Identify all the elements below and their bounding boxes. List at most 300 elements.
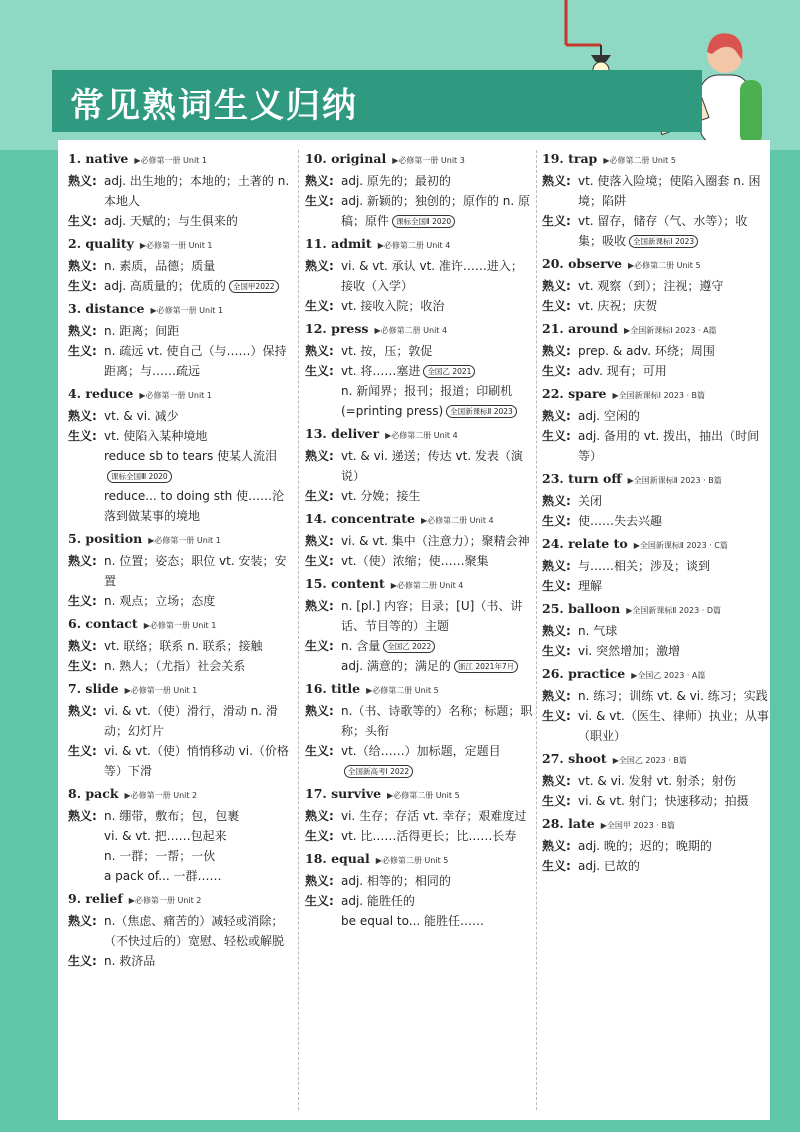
- source-reference: ▶必修第二册 Unit 4: [377, 241, 451, 250]
- meaning-text: [578, 686, 770, 706]
- headword-text: 26. practice: [542, 666, 626, 681]
- meaning-text: [341, 911, 533, 931]
- meaning-line: [305, 381, 533, 421]
- meaning-body: adj. 晚的；迟的；晚期的: [578, 839, 712, 853]
- meaning-label: 生义:: [542, 429, 571, 443]
- meaning-line: [68, 806, 296, 826]
- meaning-label: 生义:: [542, 514, 571, 528]
- meaning-body: vt. 联络；联系 n. 联系；接触: [104, 639, 263, 653]
- meaning-line: [542, 491, 770, 511]
- meaning-body: vt. 按，压；敦促: [341, 344, 433, 358]
- meaning-body: adj. 已故的: [578, 859, 640, 873]
- vocab-headword: [305, 508, 533, 531]
- exam-source-badge: 全国新课标Ⅰ 2023: [629, 235, 698, 248]
- meaning-label: 熟义:: [305, 344, 334, 358]
- meaning-body: adj. 出生地的；本地的；土著的 n. 本地人: [104, 174, 290, 208]
- meaning-label: 熟义:: [68, 324, 97, 338]
- vocab-headword: [542, 253, 770, 276]
- meaning-line: [542, 576, 770, 596]
- meaning-body: n. 绷带，敷布；包，包裹: [104, 809, 240, 823]
- headword-text: 5. position: [68, 531, 143, 546]
- meaning-text: [341, 891, 533, 911]
- meaning-body: n. 救济品: [104, 954, 156, 968]
- headword-text: 8. pack: [68, 786, 119, 801]
- meaning-line: [305, 486, 533, 506]
- meaning-label: 生义:: [68, 214, 97, 228]
- source-reference: ▶必修第一册 Unit 1: [124, 686, 198, 695]
- vocab-headword: [68, 783, 296, 806]
- meaning-body: n. 观点；立场；态度: [104, 594, 216, 608]
- meaning-line: [305, 741, 533, 781]
- meaning-text: [104, 486, 296, 526]
- vocab-headword: [68, 528, 296, 551]
- meaning-text: [578, 171, 770, 211]
- source-reference: ▶必修第二册 Unit 5: [387, 791, 460, 800]
- meaning-line: [305, 531, 533, 551]
- source-reference: ▶必修第一册 Unit 3: [392, 156, 465, 165]
- vocab-headword: [305, 148, 533, 171]
- meaning-text: [578, 341, 770, 361]
- meaning-line: [305, 296, 533, 316]
- meaning-line: [68, 321, 296, 341]
- meaning-line: [305, 551, 533, 571]
- meaning-label: 熟义:: [305, 809, 334, 823]
- headword-text: 27. shoot: [542, 751, 607, 766]
- meaning-line: [305, 361, 533, 381]
- meaning-line: [542, 856, 770, 876]
- meaning-label: 生义:: [542, 364, 571, 378]
- headword-text: 15. content: [305, 576, 385, 591]
- meaning-line: [542, 771, 770, 791]
- vocab-entry: [542, 533, 770, 596]
- meaning-text: [104, 591, 296, 611]
- vocab-headword: [68, 678, 296, 701]
- headword-text: 28. late: [542, 816, 595, 831]
- vocab-headword: [68, 233, 296, 256]
- vocab-headword: [305, 848, 533, 871]
- source-reference: ▶必修第二册 Unit 5: [366, 686, 439, 695]
- meaning-label: 熟义:: [542, 174, 571, 188]
- meaning-label: 熟义:: [305, 449, 334, 463]
- meaning-label: 熟义:: [542, 494, 571, 508]
- meaning-label: 生义:: [305, 299, 334, 313]
- vocab-headword: [305, 573, 533, 596]
- meaning-line: [542, 791, 770, 811]
- meaning-body: adj. 天赋的；与生俱来的: [104, 214, 238, 228]
- meaning-text: [578, 491, 770, 511]
- meaning-label: 生义:: [305, 364, 334, 378]
- meaning-line: [305, 191, 533, 231]
- source-reference: ▶必修第一册 Unit 1: [139, 391, 212, 400]
- meaning-text: [578, 556, 770, 576]
- meaning-label: 生义:: [305, 489, 334, 503]
- source-reference: ▶全国新课标Ⅱ 2023 · D篇: [626, 606, 721, 615]
- meaning-label: 熟义:: [68, 914, 97, 928]
- meaning-body: vi. 突然增加；激增: [578, 644, 681, 658]
- meaning-body: vt. 留存，储存（气、水等）；收集；吸收: [578, 214, 748, 248]
- meaning-body: vt. 使陷入某种境地: [104, 429, 208, 443]
- vocab-entry: [305, 148, 533, 231]
- meaning-label: [68, 486, 104, 526]
- meaning-text: [104, 256, 296, 276]
- exam-source-badge: 课标全国Ⅱ 2020: [392, 215, 455, 228]
- vocab-entry: [542, 318, 770, 381]
- meaning-line: [542, 406, 770, 426]
- meaning-body: n. [pl.] 内容；目录；[U]（书、讲话、节目等的）主题: [341, 599, 523, 633]
- meaning-label: 熟义:: [305, 704, 334, 718]
- vocab-entry: [305, 233, 533, 316]
- meaning-label: 熟义:: [542, 279, 571, 293]
- meaning-line: [305, 636, 533, 656]
- meaning-text: [341, 446, 533, 486]
- source-reference: ▶全国新课标Ⅰ 2023 · B篇: [612, 391, 706, 400]
- meaning-text: [341, 826, 533, 846]
- meaning-text: [104, 406, 296, 426]
- exam-source-badge: 浙江 2021年7月: [454, 660, 518, 673]
- source-reference: ▶必修第二册 Unit 4: [385, 431, 458, 440]
- headword-text: 24. relate to: [542, 536, 628, 551]
- meaning-body: n.（书、诗歌等的）名称；标题；职称；头衔: [341, 704, 533, 738]
- meaning-line: [68, 426, 296, 446]
- column-divider: [536, 150, 537, 1110]
- meaning-label: 生义:: [68, 344, 97, 358]
- meaning-body: adv. 现有；可用: [578, 364, 667, 378]
- meaning-body: n. 含量: [341, 639, 381, 653]
- meaning-text: [341, 191, 533, 231]
- source-reference: ▶必修第二册 Unit 5: [627, 261, 701, 270]
- vocab-headword: [542, 533, 770, 556]
- meaning-body: prep. & adv. 环绕；周围: [578, 344, 715, 358]
- meaning-text: [104, 741, 296, 781]
- meaning-line: [542, 706, 770, 746]
- headword-text: 14. concentrate: [305, 511, 415, 526]
- meaning-label: [68, 446, 104, 486]
- headword-text: 16. title: [305, 681, 361, 696]
- meaning-label: 生义:: [68, 954, 97, 968]
- exam-source-badge: 全国甲2022: [229, 280, 279, 293]
- headword-text: 23. turn off: [542, 471, 622, 486]
- meaning-line: [68, 656, 296, 676]
- source-reference: ▶必修第二册 Unit 5: [603, 156, 676, 165]
- source-reference: ▶全国新课标Ⅱ 2023 · B篇: [627, 476, 722, 485]
- meaning-text: [578, 361, 770, 381]
- meaning-label: 生义:: [542, 709, 571, 723]
- meaning-body: vi. & vt.（使）滑行，滑动 n. 滑动；幻灯片: [104, 704, 278, 738]
- meaning-line: [542, 276, 770, 296]
- meaning-text: [578, 621, 770, 641]
- meaning-text: [578, 641, 770, 661]
- meaning-text: [104, 276, 296, 296]
- meaning-body: n. 一群；一帮；一伙: [104, 849, 216, 863]
- meaning-text: [104, 321, 296, 341]
- meaning-line: [542, 171, 770, 211]
- meaning-line: [542, 211, 770, 251]
- meaning-text: [104, 701, 296, 741]
- meaning-line: [68, 741, 296, 781]
- vocab-headword: [305, 678, 533, 701]
- meaning-body: adj. 空闲的: [578, 409, 640, 423]
- meaning-text: [341, 871, 533, 891]
- meaning-label: 熟义:: [68, 554, 97, 568]
- meaning-label: 生义:: [68, 594, 97, 608]
- vocab-headword: [68, 383, 296, 406]
- vocab-headword: [305, 423, 533, 446]
- meaning-body: vt. & vi. 减少: [104, 409, 179, 423]
- headword-text: 9. relief: [68, 891, 123, 906]
- vocab-headword: [542, 813, 770, 836]
- vocab-entry: [68, 298, 296, 381]
- meaning-text: [104, 446, 296, 486]
- meaning-text: [578, 406, 770, 426]
- meaning-text: [341, 596, 533, 636]
- source-reference: ▶必修第一册 Unit 1: [150, 306, 224, 315]
- meaning-body: vt. & vi. 递送；传达 vt. 发表（演说）: [341, 449, 523, 483]
- meaning-text: [578, 511, 770, 531]
- meaning-body: vt. 将……塞进: [341, 364, 421, 378]
- column-divider: [298, 150, 299, 1110]
- meaning-label: [305, 381, 341, 421]
- meaning-label: 生义:: [542, 644, 571, 658]
- meaning-line: [68, 276, 296, 296]
- meaning-label: 熟义:: [305, 534, 334, 548]
- headword-text: 13. deliver: [305, 426, 380, 441]
- headword-text: 18. equal: [305, 851, 370, 866]
- meaning-line: [68, 911, 296, 951]
- meaning-body: adj. 新颖的；独创的；原作的 n. 原稿；原件: [341, 194, 530, 228]
- meaning-text: [341, 531, 533, 551]
- exam-source-badge: 全国乙 2022: [383, 640, 435, 653]
- meaning-label: 熟义:: [542, 559, 571, 573]
- exam-source-badge: 全国乙 2021: [423, 365, 475, 378]
- column-3: [542, 148, 770, 878]
- meaning-body: adj. 高质量的；优质的: [104, 279, 226, 293]
- meaning-label: 生义:: [305, 554, 334, 568]
- meaning-body: n. 距离；间距: [104, 324, 180, 338]
- exam-source-badge: 课标全国Ⅲ 2020: [107, 470, 172, 483]
- meaning-body: vt. 比……活得更长；比……长寿: [341, 829, 517, 843]
- meaning-body: vt.（使）浓缩；使……聚集: [341, 554, 489, 568]
- meaning-text: [341, 551, 533, 571]
- meaning-body: vt. 分娩；接生: [341, 489, 421, 503]
- meaning-body: vi. & vt. 承认 vt. 准许……进入；接收（入学）: [341, 259, 523, 293]
- vocab-headword: [542, 383, 770, 406]
- headword-text: 4. reduce: [68, 386, 134, 401]
- headword-text: 6. contact: [68, 616, 138, 631]
- meaning-line: [305, 806, 533, 826]
- meaning-text: [104, 866, 296, 886]
- meaning-body: adj. 满意的；满足的: [341, 659, 451, 673]
- meaning-body: n. 疏远 vt. 使自己（与……）保持距离；与……疏远: [104, 344, 287, 378]
- meaning-line: [68, 636, 296, 656]
- column-2: [305, 148, 533, 933]
- meaning-body: reduce... to doing sth 使……沦落到做某事的境地: [104, 489, 285, 523]
- headword-text: 7. slide: [68, 681, 119, 696]
- headword-text: 10. original: [305, 151, 387, 166]
- meaning-text: [104, 951, 296, 971]
- meaning-text: [341, 806, 533, 826]
- headword-text: 2. quality: [68, 236, 134, 251]
- headword-text: 20. observe: [542, 256, 622, 271]
- vocab-headword: [542, 598, 770, 621]
- meaning-body: vt. 接收入院；收治: [341, 299, 445, 313]
- meaning-label: 生义:: [305, 639, 334, 653]
- vocab-headword: [542, 468, 770, 491]
- meaning-body: be equal to... 能胜任……: [341, 914, 485, 928]
- source-reference: ▶全国甲 2023 · B篇: [600, 821, 675, 830]
- source-reference: ▶全国新课标Ⅱ 2023 · C篇: [633, 541, 728, 550]
- meaning-line: [68, 341, 296, 381]
- meaning-label: 生义:: [68, 744, 97, 758]
- source-reference: ▶必修第一册 Unit 1: [139, 241, 213, 250]
- meaning-line: [68, 256, 296, 276]
- vocab-entry: [542, 468, 770, 531]
- meaning-label: 熟义:: [68, 174, 97, 188]
- meaning-text: [341, 656, 533, 676]
- meaning-label: 生义:: [542, 299, 571, 313]
- meaning-label: 熟义:: [305, 174, 334, 188]
- vocab-entry: [542, 253, 770, 316]
- meaning-text: [104, 426, 296, 446]
- meaning-label: 生义:: [542, 214, 571, 228]
- meaning-label: [305, 656, 341, 676]
- vocab-entry: [305, 318, 533, 421]
- meaning-text: [341, 741, 533, 781]
- source-reference: ▶必修第一册 Unit 1: [143, 621, 217, 630]
- meaning-body: a pack of... 一群……: [104, 869, 222, 883]
- source-reference: ▶必修第一册 Unit 2: [124, 791, 198, 800]
- vocab-entry: [542, 598, 770, 661]
- meaning-text: [341, 486, 533, 506]
- meaning-label: 生义:: [542, 794, 571, 808]
- vocab-entry: [68, 613, 296, 676]
- page-title: 常见熟词生义归纳: [70, 86, 358, 126]
- meaning-body: vi. & vt. 射门；快速移动；拍摄: [578, 794, 749, 808]
- meaning-body: vt.（给……）加标题，定题目: [341, 744, 501, 758]
- meaning-body: vt. 观察（到）；注视；遵守: [578, 279, 724, 293]
- meaning-body: n. 新闻界；报刊；报道；印刷机 (=printing press): [341, 384, 513, 418]
- meaning-line: [305, 171, 533, 191]
- column-1: [68, 148, 296, 973]
- meaning-text: [578, 771, 770, 791]
- meaning-body: n. 熟人；（尤指）社会关系: [104, 659, 246, 673]
- meaning-line: [542, 836, 770, 856]
- vocab-entry: [542, 383, 770, 466]
- meaning-line: [542, 341, 770, 361]
- meaning-text: [104, 341, 296, 381]
- meaning-body: n. 素质，品德；质量: [104, 259, 216, 273]
- meaning-line: [68, 826, 296, 846]
- vocab-headword: [542, 748, 770, 771]
- meaning-label: 熟义:: [68, 809, 97, 823]
- meaning-body: vi. & vt.（医生、律师）执业；从事（职业）: [578, 709, 769, 743]
- meaning-line: [68, 951, 296, 971]
- meaning-label: 生义:: [68, 279, 97, 293]
- source-reference: ▶全国乙 2023 · A篇: [631, 671, 706, 680]
- meaning-line: [305, 871, 533, 891]
- meaning-text: [104, 636, 296, 656]
- meaning-label: 生义:: [68, 429, 97, 443]
- vocab-headword: [542, 663, 770, 686]
- headword-text: 25. balloon: [542, 601, 621, 616]
- meaning-label: [68, 866, 104, 886]
- meaning-body: n. 位置；姿态；职位 vt. 安装；安置: [104, 554, 287, 588]
- meaning-line: [68, 406, 296, 426]
- meaning-line: [542, 641, 770, 661]
- vocab-entry: [68, 148, 296, 231]
- meaning-line: [305, 446, 533, 486]
- meaning-body: vt. 使落入险境；使陷入圈套 n. 困境；陷阱: [578, 174, 761, 208]
- meaning-text: [104, 211, 296, 231]
- meaning-line: [542, 296, 770, 316]
- vocab-entry: [68, 233, 296, 296]
- meaning-body: n. 练习；训练 vt. & vi. 练习；实践: [578, 689, 768, 703]
- meaning-text: [341, 256, 533, 296]
- meaning-body: 使……失去兴趣: [578, 514, 663, 528]
- meaning-text: [104, 806, 296, 826]
- meaning-label: 熟义:: [542, 839, 571, 853]
- meaning-line: [68, 171, 296, 211]
- vocab-entry: [305, 508, 533, 571]
- meaning-text: [341, 701, 533, 741]
- meaning-label: 熟义:: [542, 624, 571, 638]
- meaning-text: [578, 791, 770, 811]
- vocab-headword: [542, 148, 770, 171]
- meaning-line: [68, 846, 296, 866]
- meaning-line: [305, 891, 533, 911]
- meaning-text: [104, 551, 296, 591]
- meaning-label: [68, 846, 104, 866]
- headword-text: 12. press: [305, 321, 369, 336]
- meaning-label: 生义:: [305, 194, 334, 208]
- meaning-text: [341, 636, 533, 656]
- headword-text: 1. native: [68, 151, 129, 166]
- vocab-headword: [68, 148, 296, 171]
- meaning-line: [542, 361, 770, 381]
- vocab-entry: [542, 813, 770, 876]
- source-reference: ▶必修第一册 Unit 2: [128, 896, 202, 905]
- meaning-body: 理解: [578, 579, 603, 593]
- headword-text: 3. distance: [68, 301, 145, 316]
- vocab-entry: [68, 678, 296, 781]
- vocab-entry: [305, 848, 533, 931]
- meaning-body: vt. 庆祝；庆贺: [578, 299, 658, 313]
- meaning-text: [104, 911, 296, 951]
- vocab-entry: [305, 573, 533, 676]
- meaning-label: 熟义:: [305, 874, 334, 888]
- meaning-line: [305, 256, 533, 296]
- meaning-line: [68, 701, 296, 741]
- meaning-line: [68, 211, 296, 231]
- meaning-line: [68, 551, 296, 591]
- meaning-body: adj. 相等的；相同的: [341, 874, 451, 888]
- meaning-line: [305, 911, 533, 931]
- vocab-headword: [305, 233, 533, 256]
- source-reference: ▶必修第二册 Unit 4: [374, 326, 448, 335]
- meaning-label: [68, 826, 104, 846]
- meaning-body: vi. & vt. 把……包起来: [104, 829, 227, 843]
- source-reference: ▶必修第一册 Unit 1: [148, 536, 221, 545]
- vocab-headword: [68, 888, 296, 911]
- meaning-body: 与……相关；涉及；谈到: [578, 559, 711, 573]
- meaning-body: adj. 能胜任的: [341, 894, 415, 908]
- vocab-entry: [542, 663, 770, 746]
- meaning-line: [542, 511, 770, 531]
- meaning-text: [341, 296, 533, 316]
- meaning-text: [341, 171, 533, 191]
- meaning-body: vt. & vi. 发射 vt. 射杀；射伤: [578, 774, 736, 788]
- headword-text: 21. around: [542, 321, 619, 336]
- meaning-body: 关闭: [578, 494, 603, 508]
